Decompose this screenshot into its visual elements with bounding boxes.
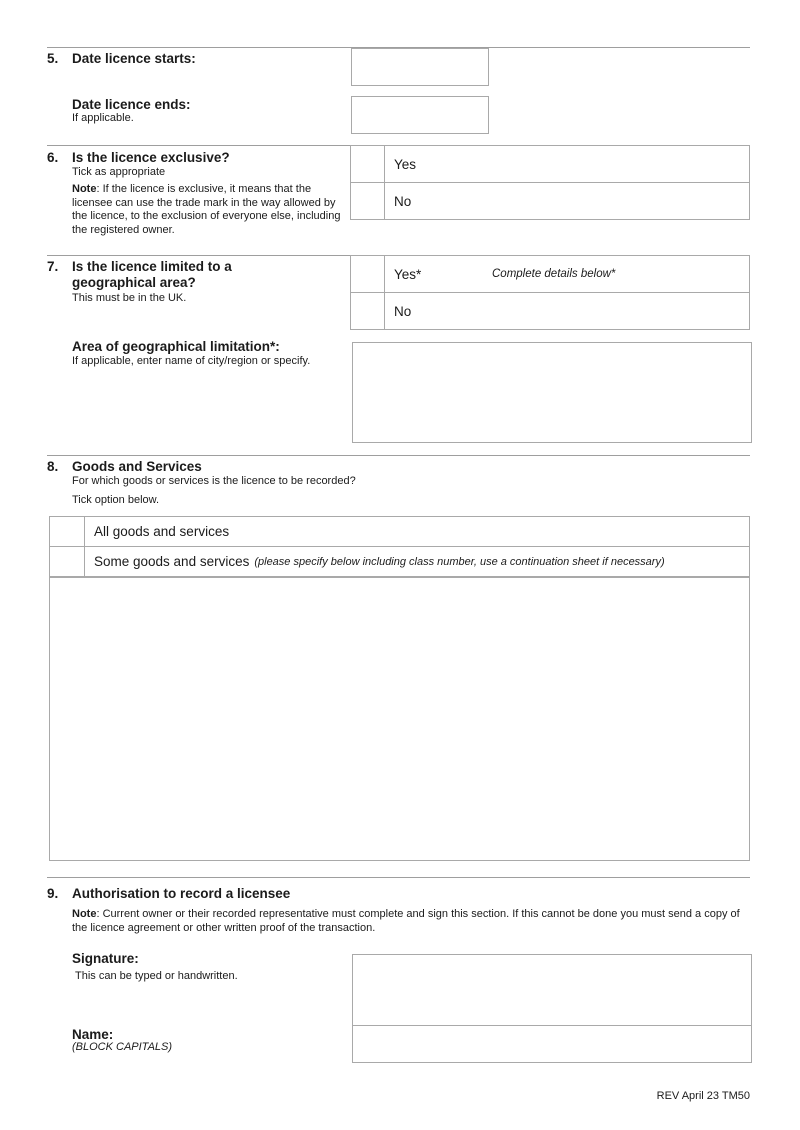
goods-services-instruction: Tick option below. <box>72 494 160 506</box>
geo-yes-checkbox[interactable] <box>351 256 385 292</box>
authorisation-title: Authorisation to record a licensee <box>72 886 291 901</box>
note-label: Note <box>72 183 97 195</box>
name-label: Name: <box>72 1027 114 1042</box>
name-hint: (BLOCK CAPITALS) <box>72 1041 173 1053</box>
all-goods-checkbox[interactable] <box>50 517 85 546</box>
name-field[interactable] <box>352 1025 752 1063</box>
exclusive-option-table <box>350 145 750 220</box>
geo-yes-row <box>351 256 749 293</box>
goods-specification-field[interactable] <box>49 577 750 861</box>
date-licence-ends-label: Date licence ends: <box>72 97 191 112</box>
form-revision-footer: REV April 23 TM50 <box>656 1090 750 1102</box>
geographical-area-title: Is the licence limited to a geographical area? <box>72 259 232 290</box>
licence-exclusive-subtitle: Tick as appropriate <box>72 166 166 178</box>
goods-option-table <box>49 516 750 577</box>
signature-label: Signature: <box>72 951 139 966</box>
some-goods-checkbox[interactable] <box>50 547 85 576</box>
date-licence-starts-field[interactable] <box>351 48 489 86</box>
geo-no-label <box>385 293 749 329</box>
date-licence-ends-field[interactable] <box>351 96 489 134</box>
section-divider <box>47 877 750 878</box>
section-divider <box>47 455 750 456</box>
section8-number: 8. <box>47 459 59 474</box>
authorisation-note <box>72 907 750 935</box>
some-goods-detail: (please specify below including class number, use a continuation sheet if necessary) <box>254 555 665 568</box>
date-licence-starts-label: Date licence starts: <box>72 51 196 66</box>
geographical-area-subtitle: This must be in the UK. <box>72 292 187 304</box>
note-label: Note <box>72 908 97 920</box>
some-goods-label <box>85 547 749 576</box>
date-licence-ends-hint: If applicable. <box>72 112 134 124</box>
exclusive-yes-label: Yes <box>394 156 417 172</box>
licence-exclusive-note <box>72 183 350 237</box>
area-limitation-field[interactable] <box>352 342 752 443</box>
exclusive-yes-checkbox[interactable] <box>351 146 385 182</box>
geographical-option-table <box>350 255 750 330</box>
signature-hint: This can be typed or handwritten. <box>75 970 238 982</box>
all-goods-row <box>50 517 749 547</box>
signature-field[interactable] <box>352 954 752 1026</box>
geo-yes-text: Yes* <box>394 266 422 282</box>
note-text: : If the licence is exclusive, it means that the licensee can use the trade mark in the way allowed by the licence, to the exclusion of everyone else, including the registered owner. <box>72 183 341 236</box>
section5-number: 5. <box>47 51 59 66</box>
geo-no-checkbox[interactable] <box>351 293 385 329</box>
goods-services-title: Goods and Services <box>72 459 202 474</box>
exclusive-no-checkbox[interactable] <box>351 183 385 219</box>
all-goods-label: All goods and services <box>94 524 230 539</box>
exclusive-yes-row <box>351 146 749 183</box>
section7-number: 7. <box>47 259 59 274</box>
goods-services-subtitle: For which goods or services is the licence to be recorded? <box>72 475 356 487</box>
area-limitation-label: Area of geographical limitation*: <box>72 339 280 354</box>
section6-number: 6. <box>47 150 59 165</box>
geo-yes-detail: Complete details below* <box>492 268 616 280</box>
note-text: : Current owner or their recorded representative must complete and sign this section. If this cannot be done you must send a copy of the licence agreement or other written proof of the transaction. <box>72 908 740 934</box>
section9-number: 9. <box>47 886 59 901</box>
geo-no-text: No <box>394 303 412 319</box>
geo-no-row <box>351 293 749 329</box>
exclusive-no-row <box>351 183 749 219</box>
exclusive-no-label: No <box>394 193 412 209</box>
licence-exclusive-title: Is the licence exclusive? <box>72 150 230 165</box>
geo-yes-label <box>385 256 749 292</box>
some-goods-row <box>50 547 749 576</box>
some-goods-text: Some goods and services <box>94 554 250 569</box>
area-limitation-hint: If applicable, enter name of city/region or specify. <box>72 355 311 367</box>
